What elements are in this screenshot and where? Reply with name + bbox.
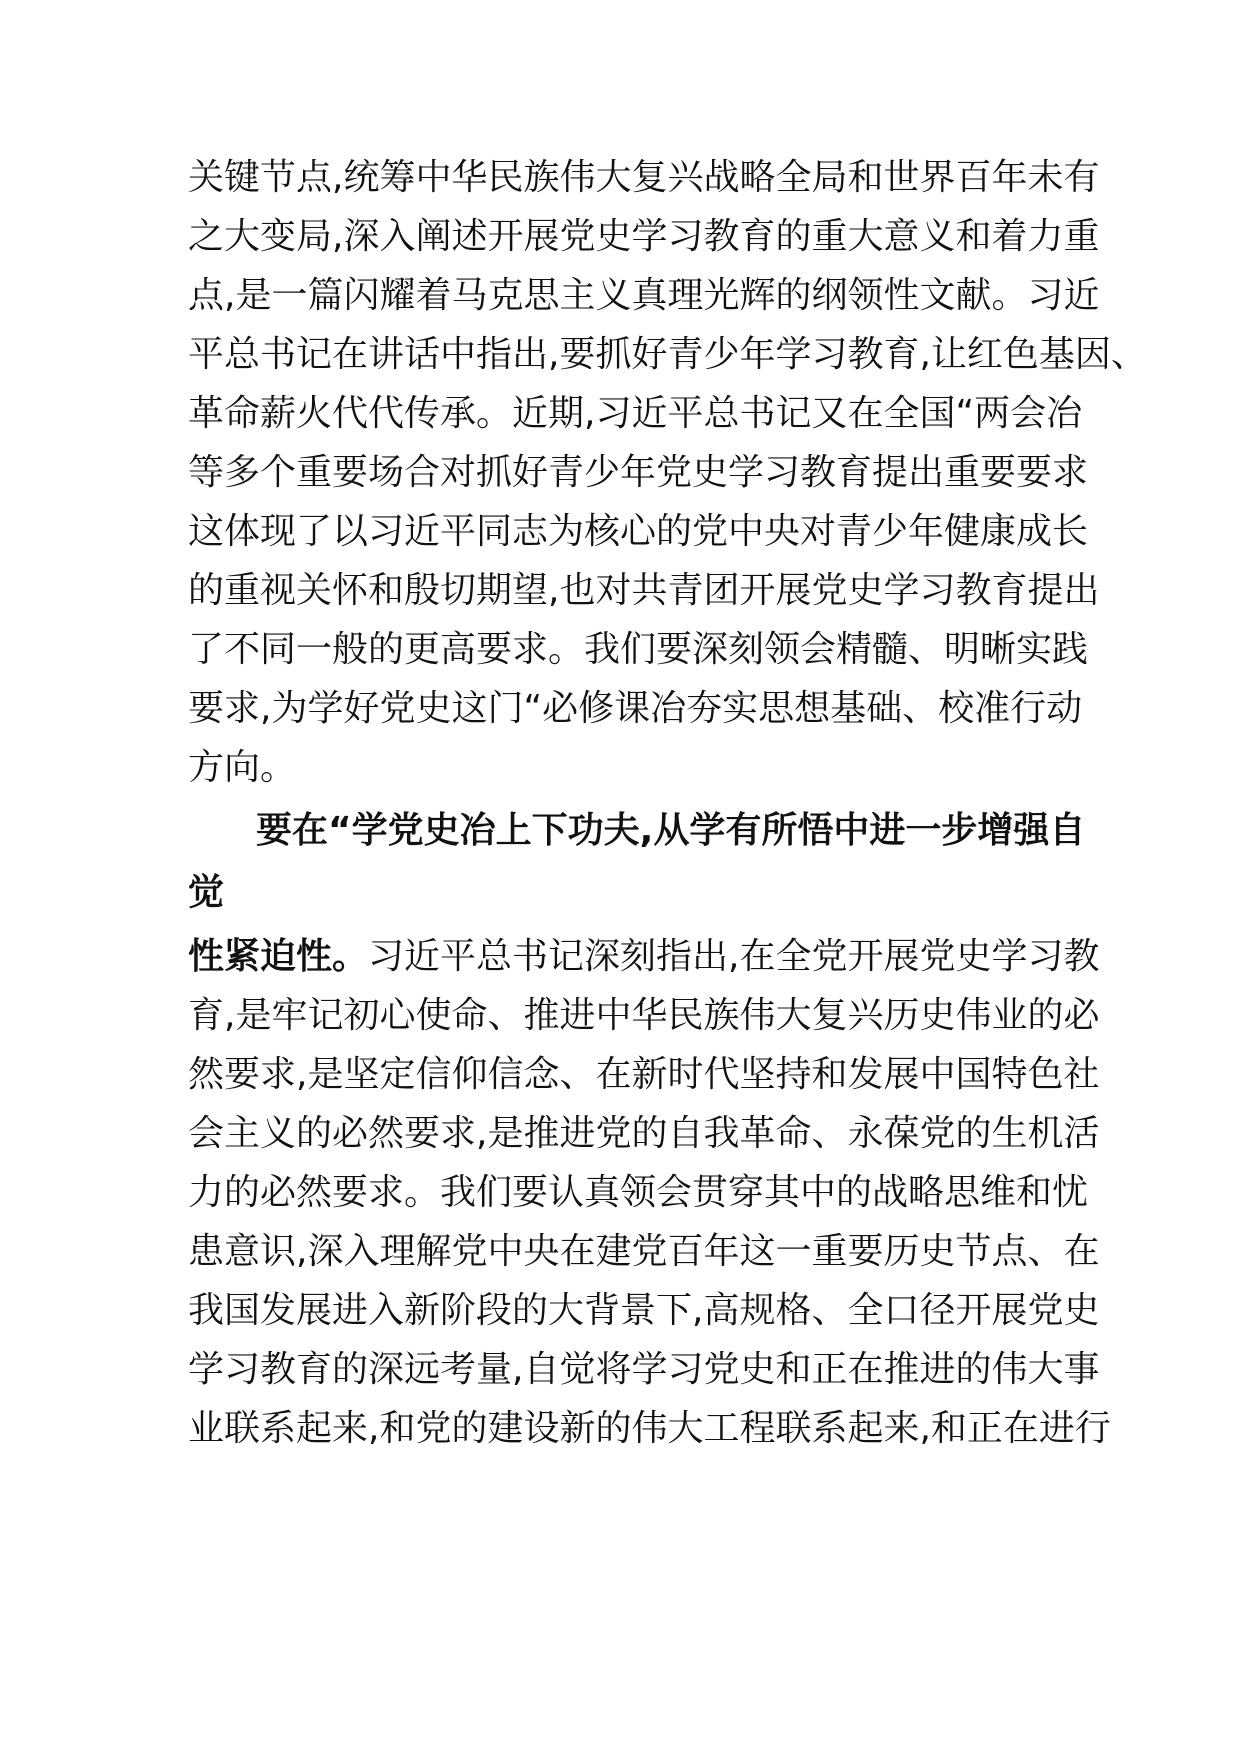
paragraph-line: 了不同一般的更高要求。我们要深刻领会精髓、明晰实践	[188, 629, 1089, 670]
paragraph-lead-bold: 性紧迫性。	[188, 936, 369, 977]
paragraph-line: 点,是一篇闪耀着马克思主义真理光辉的纲领性文献。习近	[188, 275, 1100, 316]
paragraph-line: 我国发展进入新阶段的大背景下,高规格、全口径开展党史	[188, 1290, 1100, 1331]
paragraph-line: 平总书记在讲话中指出,要抓好青少年学习教育,让红色基因、	[188, 334, 1147, 375]
paragraph-line: 会主义的必然要求,是推进党的自我革命、永葆党的生机活	[188, 1113, 1100, 1154]
paragraph-line: 这体现了以习近平同志为核心的党中央对青少年健康成长	[188, 511, 1089, 552]
section-heading-continued: 觉	[188, 872, 225, 913]
paragraph-line: 关键节点,统筹中华民族伟大复兴战略全局和世界百年未有	[188, 157, 1100, 198]
paragraph-line: 然要求,是坚定信仰信念、在新时代坚持和发展中国特色社	[188, 1054, 1100, 1095]
paragraph-line: 患意识,深入理解党中央在建党百年这一重要历史节点、在	[188, 1231, 1100, 1272]
paragraph-line: 方向。	[188, 747, 297, 788]
paragraph-line: 力的必然要求。我们要认真领会贯穿其中的战略思维和忧	[188, 1172, 1089, 1213]
paragraph-line: 育,是牢记初心使命、推进中华民族伟大复兴历史伟业的必	[188, 995, 1100, 1036]
paragraph-line: 革命薪火代代传承。近期,习近平总书记又在全国“两会冶	[188, 393, 1083, 434]
paragraph-line: 业联系起来,和党的建设新的伟大工程联系起来,和正在进行	[188, 1408, 1111, 1449]
paragraph-line: 之大变局,深入阐述开展党史学习教育的重大意义和着力重	[188, 216, 1100, 257]
paragraph-lead-rest: 习近平总书记深刻指出,在全党开展党史学习教	[368, 936, 1100, 977]
paragraph-line: 等多个重要场合对抓好青少年党史学习教育提出重要要求	[188, 452, 1089, 493]
paragraph-line: 要求,为学好党史这门“必修课冶夯实思想基础、校准行动	[188, 688, 1083, 729]
section-heading: 要在“学党史冶上下功夫,从学有所悟中进一步增强自	[256, 810, 1086, 851]
paragraph-line: 学习教育的深远考量,自觉将学习党史和正在推进的伟大事	[188, 1349, 1100, 1390]
paragraph-line: 的重视关怀和殷切期望,也对共青团开展党史学习教育提出	[188, 570, 1100, 611]
paragraph-first-line	[188, 929, 1099, 985]
